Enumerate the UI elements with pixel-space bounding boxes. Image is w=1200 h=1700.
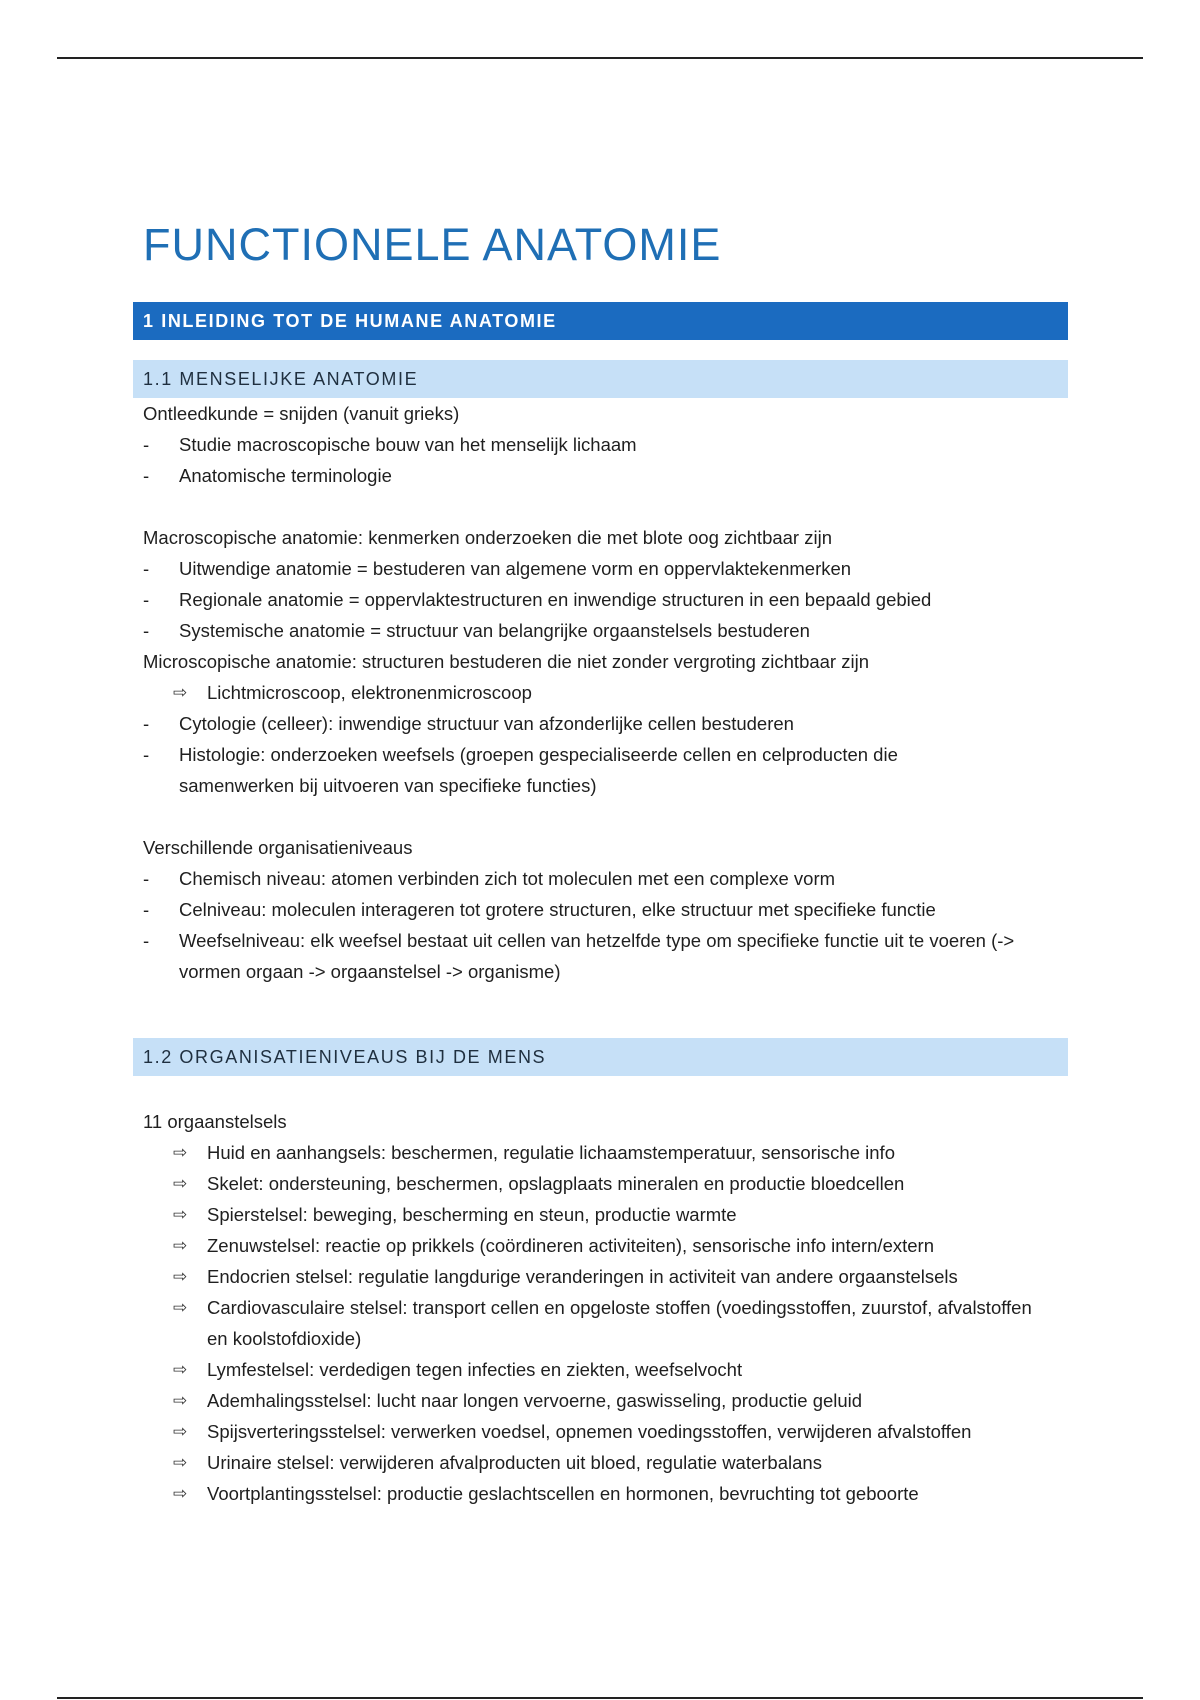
arrow-icon: ⇨ [173, 683, 188, 702]
paragraph-macroscopische: Macroscopische anatomie: kenmerken onderzoeken die met blote oog zichtbaar zijn [143, 527, 832, 548]
section-1-1-body [143, 398, 1073, 987]
arrow-icon: ⇨ [173, 1236, 188, 1255]
arrow-item: ⇨ Zenuwstelsel: reactie op prikkels (coördineren activiteiten), sensorische info intern/extern [143, 1230, 1073, 1261]
arrow-item: ⇨ Urinaire stelsel: verwijderen afvalproducten uit bloed, regulatie waterbalans [143, 1447, 1073, 1478]
list-item: - Celniveau: moleculen interageren tot grotere structuren, elke structuur met specifieke functie [143, 894, 1073, 925]
list-item: - Studie macroscopische bouw van het menselijk lichaam [143, 429, 1073, 460]
arrow-icon: ⇨ [173, 1298, 188, 1317]
list-item: - Anatomische terminologie [143, 460, 1073, 491]
list-item: - Systemische anatomie = structuur van belangrijke orgaanstelsels bestuderen [143, 615, 1073, 646]
list-item: - Chemisch niveau: atomen verbinden zich tot moleculen met een complexe vorm [143, 863, 1073, 894]
arrow-item: ⇨ Lymfestelsel: verdedigen tegen infecties en ziekten, weefselvocht [143, 1354, 1073, 1385]
section-heading-1-2: 1.2 ORGANISATIENIVEAUS BIJ DE MENS [133, 1038, 1068, 1076]
arrow-item: ⇨ Endocrien stelsel: regulatie langdurige veranderingen in activiteit van andere orgaanstelsels [143, 1261, 1073, 1292]
arrow-item: ⇨ Spierstelsel: beweging, bescherming en steun, productie warmte [143, 1199, 1073, 1230]
list-item: - Uitwendige anatomie = bestuderen van algemene vorm en oppervlaktekenmerken [143, 553, 1073, 584]
dash-marker: - [143, 744, 150, 765]
dash-marker: - [143, 558, 150, 579]
arrow-item: ⇨ Lichtmicroscoop, elektronenmicroscoop [143, 677, 1073, 708]
arrow-icon: ⇨ [173, 1422, 188, 1441]
top-rule [57, 57, 1143, 59]
arrow-icon: ⇨ [173, 1205, 188, 1224]
paragraph-organisatieniveaus: Verschillende organisatieniveaus [143, 837, 413, 858]
dash-marker: - [143, 930, 150, 951]
dash-marker: - [143, 868, 150, 889]
list-item: - Weefselniveau: elk weefsel bestaat uit cellen van hetzelfde type om specifieke functie uit te voeren (-> vormen orgaan -> orgaanstelsel -> organisme) [143, 925, 1029, 987]
arrow-item: ⇨ Huid en aanhangsels: beschermen, regulatie lichaamstemperatuur, sensorische info [143, 1137, 1073, 1168]
chapter-heading: 1 INLEIDING TOT DE HUMANE ANATOMIE [133, 302, 1068, 340]
paragraph-ontleedkunde: Ontleedkunde = snijden (vanuit grieks) [143, 403, 460, 424]
arrow-icon: ⇨ [173, 1484, 188, 1503]
dash-marker: - [143, 589, 150, 610]
arrow-icon: ⇨ [173, 1143, 188, 1162]
arrow-icon: ⇨ [173, 1360, 188, 1379]
list-item: - Cytologie (celleer): inwendige structuur van afzonderlijke cellen bestuderen [143, 708, 1073, 739]
arrow-item: ⇨ Ademhalingsstelsel: lucht naar longen vervoerne, gaswisseling, productie geluid [143, 1385, 1073, 1416]
section-heading-1-1: 1.1 MENSELIJKE ANATOMIE [133, 360, 1068, 398]
dash-marker: - [143, 620, 150, 641]
arrow-item: ⇨ Cardiovasculaire stelsel: transport cellen en opgeloste stoffen (voedingsstoffen, zuurstof, afvalstoffen en koolstofdioxide) [143, 1292, 1047, 1354]
dash-marker: - [143, 434, 150, 455]
arrow-item: ⇨ Spijsverteringsstelsel: verwerken voedsel, opnemen voedingsstoffen, verwijderen afvalstoffen [143, 1416, 1073, 1447]
bottom-rule [57, 1697, 1143, 1699]
paragraph-microscopische: Microscopische anatomie: structuren bestuderen die niet zonder vergroting zichtbaar zijn [143, 651, 869, 672]
arrow-icon: ⇨ [173, 1267, 188, 1286]
list-item: - Regionale anatomie = oppervlaktestructuren en inwendige structuren in een bepaald gebied [143, 584, 1073, 615]
section-1-2-body [143, 1106, 1073, 1509]
arrow-item: ⇨ Skelet: ondersteuning, beschermen, opslagplaats mineralen en productie bloedcellen [143, 1168, 1073, 1199]
arrow-icon: ⇨ [173, 1391, 188, 1410]
list-item: - Histologie: onderzoeken weefsels (groepen gespecialiseerde cellen en celproducten die samenwerken bij uitvoeren van specifieke functies) [143, 739, 979, 801]
arrow-icon: ⇨ [173, 1453, 188, 1472]
dash-marker: - [143, 899, 150, 920]
arrow-item: ⇨ Voortplantingsstelsel: productie geslachtscellen en hormonen, bevruchting tot geboorte [143, 1478, 1073, 1509]
paragraph-orgaanstelsels: 11 orgaanstelsels [143, 1111, 287, 1132]
page-title: FUNCTIONELE ANATOMIE [143, 219, 722, 270]
dash-marker: - [143, 465, 150, 486]
arrow-icon: ⇨ [173, 1174, 188, 1193]
dash-marker: - [143, 713, 150, 734]
